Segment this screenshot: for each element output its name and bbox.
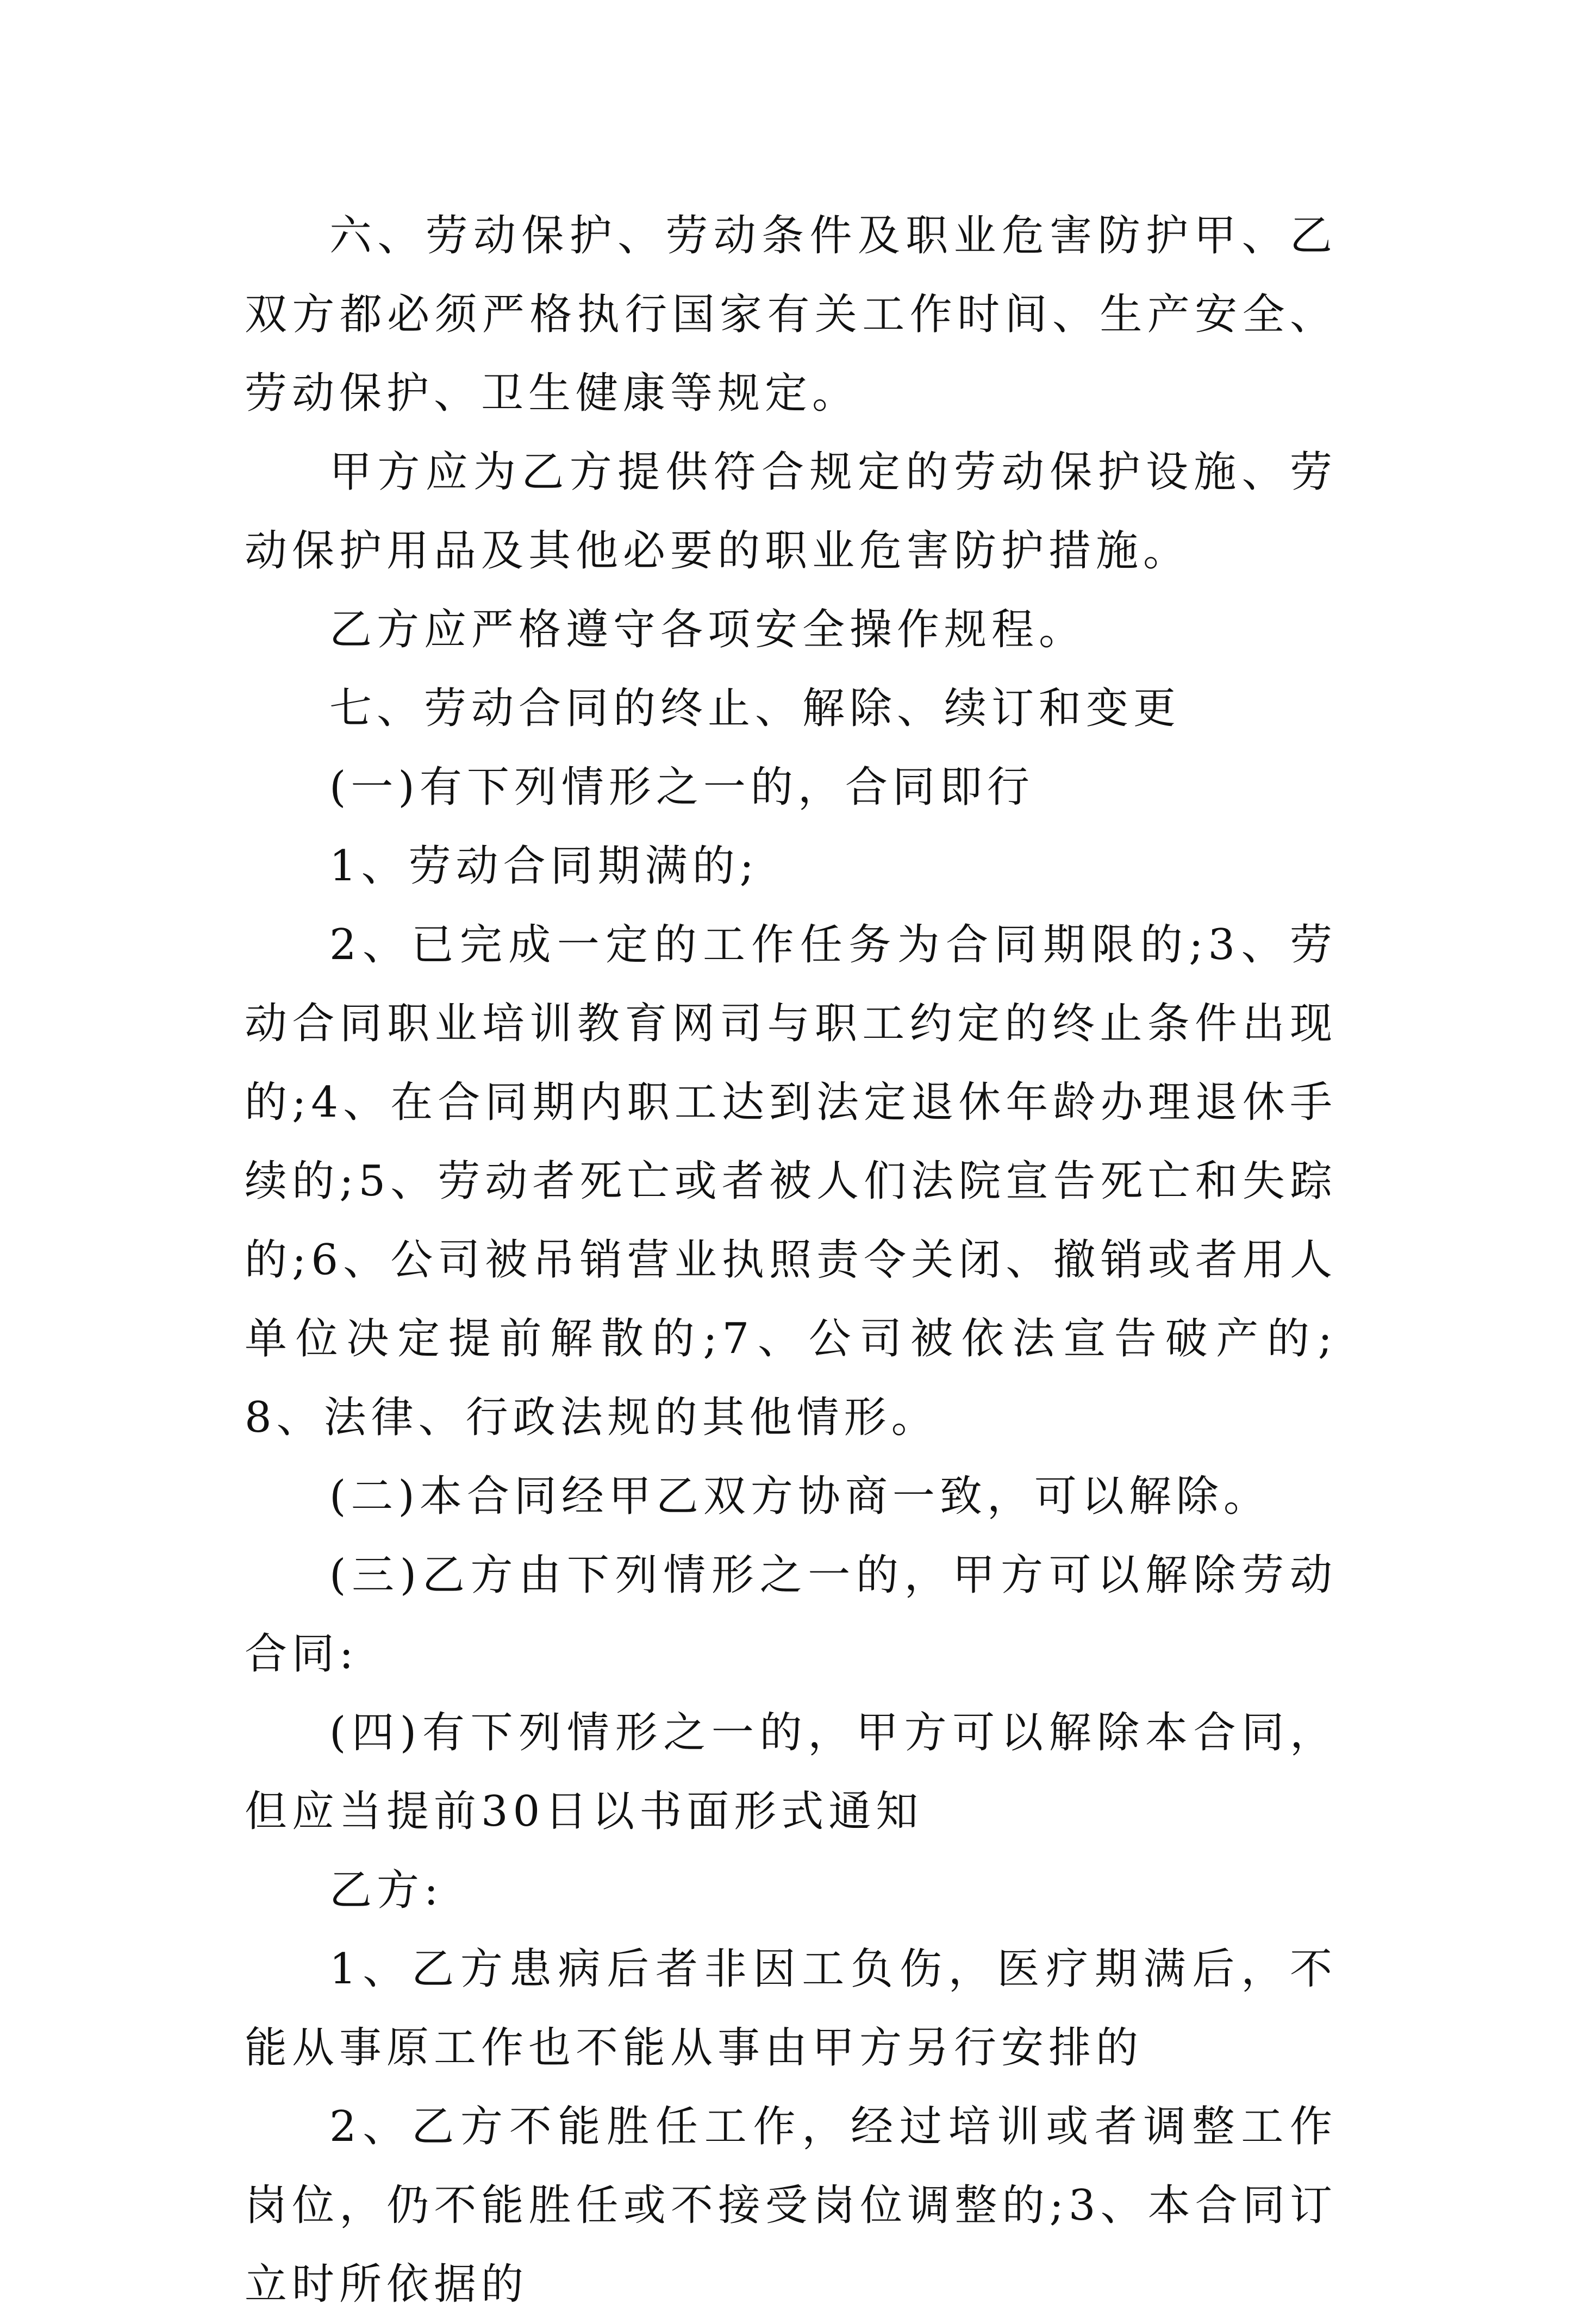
paragraph-section-seven-heading: 七、劳动合同的终止、解除、续订和变更 — [329, 684, 1181, 733]
paragraph-section-six: 六、劳动保护、劳动条件及职业危害防护甲、乙双方都必须严格执行国家有关工作时间、生产安全、劳动保护、卫生健康等规定。 — [245, 211, 1337, 418]
paragraph-illness-item: 1、乙方患病后者非因工负伤，医疗期满后，不能从事原工作也不能从事由甲方另行安排的 — [245, 1945, 1337, 2072]
paragraph-employer-duty: 甲方应为乙方提供符合规定的劳动保护设施、劳动保护用品及其他必要的职业危害防护措施。 — [245, 448, 1337, 575]
paragraph-incompetence-item: 2、乙方不能胜任工作，经过培训或者调整工作岗位，仍不能胜任或不接受岗位调整的;3、本合同订立时所依据的 — [245, 2102, 1337, 2309]
paragraph-item-1: 1、劳动合同期满的; — [329, 842, 759, 891]
paragraph-clause-four: (四)有下列情形之一的，甲方可以解除本合同，但应当提前30日以书面形式通知 — [245, 1708, 1337, 1836]
paragraph-clause-two: (二)本合同经甲乙双方协商一致，可以解除。 — [329, 1472, 1271, 1521]
paragraph-clause-three: (三)乙方由下列情形之一的，甲方可以解除劳动合同: — [245, 1551, 1337, 1678]
paragraph-employee-duty: 乙方应严格遵守各项安全操作规程。 — [329, 605, 1087, 654]
paragraph-clause-one: (一)有下列情形之一的，合同即行 — [329, 763, 1034, 812]
paragraph-items-2-to-8: 2、已完成一定的工作任务为合同期限的;3、劳动合同职业培训教育网司与职工约定的终止条件出现的;4、在合同期内职工达到法定退休年龄办理退休手续的;5、劳动者死亡或者被人们法院宣告死亡和失踪的;6、公司被吊销营业执照责令关闭、撤销或者用人单位决定提前解散的;7、公司被依法宣告破产的;8、法律、行政法规的其他情形。 — [245, 920, 1337, 1442]
document-body — [245, 197, 1337, 2324]
paragraph-party-b: 乙方: — [329, 1866, 444, 1915]
